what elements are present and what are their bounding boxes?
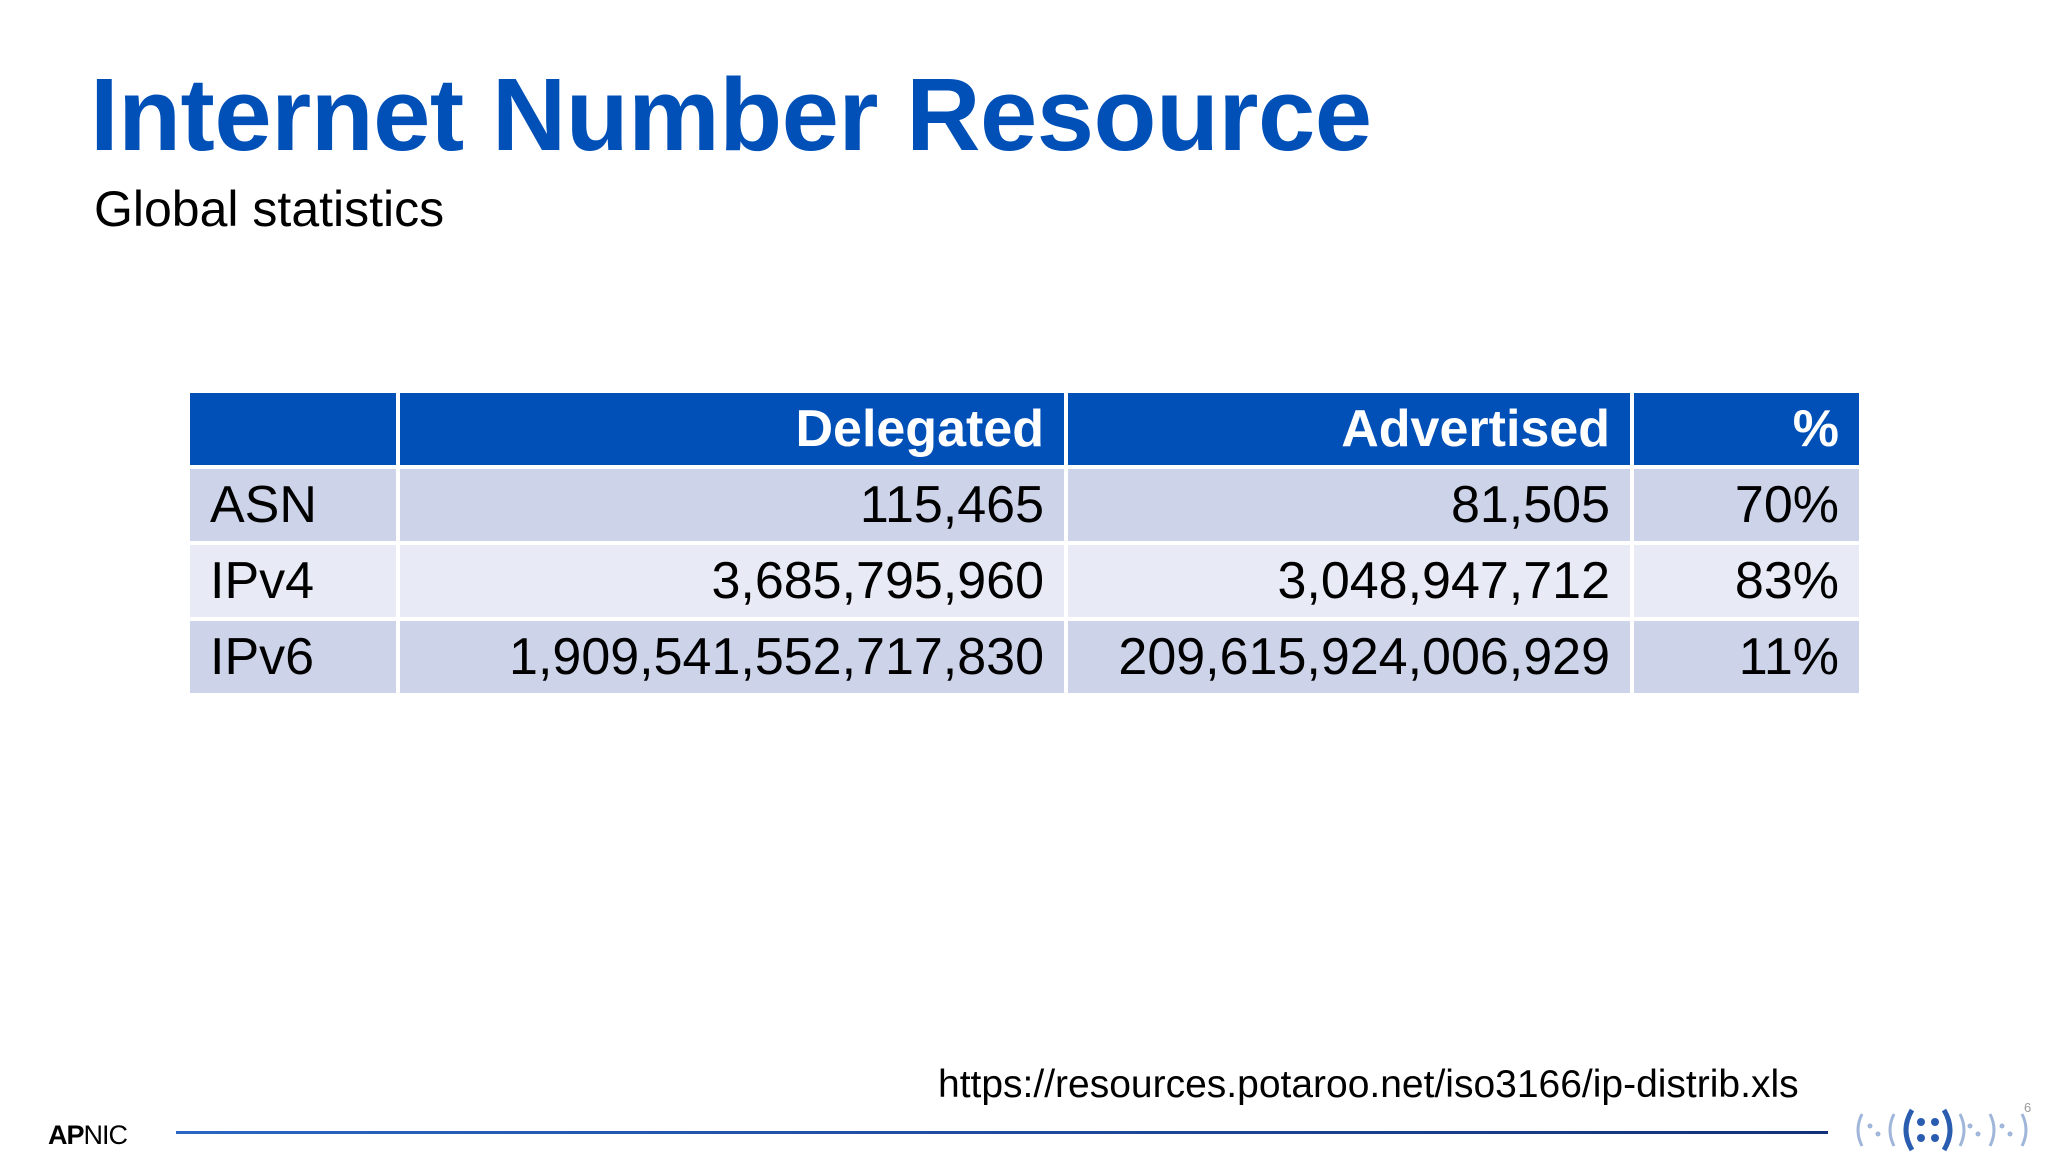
ipv6-percent: 11% [1632, 619, 1861, 695]
row-label-ipv6: IPv6 [188, 619, 398, 695]
ipv6-delegated: 1,909,541,552,717,830 [398, 619, 1066, 695]
header-percent: % [1632, 391, 1861, 467]
source-url[interactable]: https://resources.potaroo.net/iso3166/ip-distrib.xls [938, 1063, 1799, 1106]
slide-subtitle: Global statistics [94, 181, 445, 237]
asn-percent: 70% [1632, 467, 1861, 543]
row-label-ipv4: IPv4 [188, 543, 398, 619]
table-row [188, 543, 1861, 619]
ipv4-advertised: 3,048,947,712 [1066, 543, 1632, 619]
table-row [188, 619, 1861, 695]
asn-delegated: 115,465 [398, 467, 1066, 543]
ipv4-percent: 83% [1632, 543, 1861, 619]
slide-title: Internet Number Resource [90, 57, 1372, 172]
asn-advertised: 81,505 [1066, 467, 1632, 543]
header-empty-cell [188, 391, 398, 467]
row-label-asn: ASN [188, 467, 398, 543]
logo-light-text: NIC [83, 1120, 128, 1150]
header-advertised: Advertised [1066, 391, 1632, 467]
statistics-table [186, 389, 1863, 697]
header-delegated: Delegated [398, 391, 1066, 467]
ipv4-delegated: 3,685,795,960 [398, 543, 1066, 619]
ipv6-advertised: 209,615,924,006,929 [1066, 619, 1632, 695]
footer-rule [176, 1131, 1828, 1134]
ipv6-dots-emblem-icon [1852, 1100, 2036, 1152]
table-row [188, 467, 1861, 543]
logo-bold-text: AP [48, 1120, 84, 1150]
slide-number: 6 [2024, 1100, 2032, 1115]
apnic-logo [48, 1120, 127, 1151]
table-header-row [188, 391, 1861, 467]
